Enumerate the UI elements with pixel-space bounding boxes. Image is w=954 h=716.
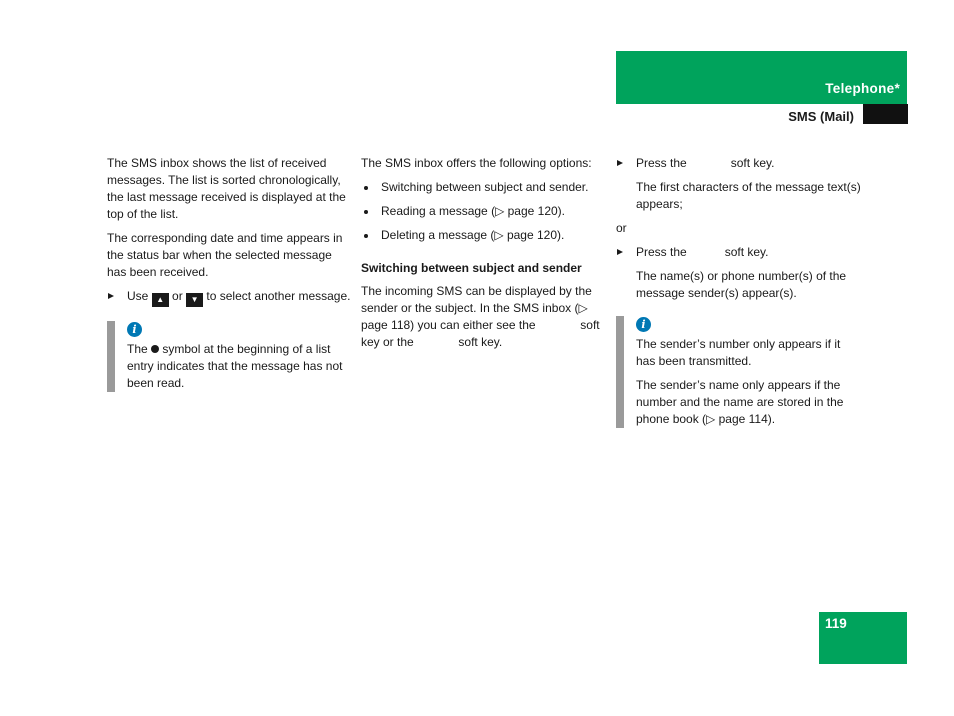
sender-name-note: The sender’s name only appears if the number and the name are stored in the phone book (▷ page 114). bbox=[636, 378, 844, 426]
column-3 bbox=[616, 155, 861, 435]
step-arrow-icon bbox=[617, 160, 623, 166]
inbox-description: The SMS inbox shows the list of received messages. The list is sorted chronologically, the last message received is displayed at the top of the list. bbox=[107, 156, 346, 221]
select-message-step: Use ▲ or ▼ to select another message. bbox=[107, 288, 352, 307]
unread-symbol-icon bbox=[151, 345, 159, 353]
options-intro: The SMS inbox offers the following options: bbox=[361, 156, 592, 170]
step-arrow-icon bbox=[617, 249, 623, 255]
result-text-1: The first characters of the message text(s) appears; bbox=[636, 180, 861, 211]
page-number: 119 bbox=[825, 616, 847, 631]
sender-note bbox=[616, 316, 861, 428]
down-arrow-key-icon: ▼ bbox=[186, 293, 203, 307]
result-text-2: The name(s) or phone number(s) of the message sender(s) appear(s). bbox=[636, 269, 847, 300]
info-icon: i bbox=[636, 317, 651, 332]
press-softkey-step-1: Press the soft key. bbox=[616, 155, 861, 172]
or-text: or bbox=[616, 221, 627, 235]
switching-body: The incoming SMS can be displayed by the sender or the subject. In the SMS inbox (▷ page 118) you can either see the soft key or the soft key. bbox=[361, 284, 600, 349]
note-bar bbox=[616, 316, 624, 428]
column-1 bbox=[107, 155, 352, 392]
status-bar-description: The corresponding date and time appears in the status bar when the selected message has been received. bbox=[107, 231, 343, 279]
option-item: Switching between subject and sender. bbox=[361, 179, 603, 196]
press-softkey-step-2: Press the soft key. bbox=[616, 244, 861, 261]
header-banner bbox=[616, 51, 907, 104]
note-bar bbox=[107, 321, 115, 392]
bullet-icon bbox=[364, 186, 368, 190]
header-tab-marker bbox=[863, 104, 908, 124]
section-title: Telephone* bbox=[825, 81, 900, 96]
bullet-icon bbox=[364, 210, 368, 214]
unread-note-text: The symbol at the beginning of a list entry indicates that the message has not been read. bbox=[127, 342, 343, 390]
bullet-icon bbox=[364, 234, 368, 238]
unread-note bbox=[107, 321, 352, 392]
option-item: Deleting a message (▷ page 120). bbox=[361, 227, 603, 244]
sender-number-note: The sender’s number only appears if it has been transmitted. bbox=[636, 337, 841, 368]
option-item: Reading a message (▷ page 120). bbox=[361, 203, 603, 220]
step-arrow-icon bbox=[108, 293, 114, 299]
subsection-title: SMS (Mail) bbox=[788, 109, 854, 124]
info-icon: i bbox=[127, 322, 142, 337]
column-2 bbox=[361, 155, 603, 358]
switching-heading: Switching between subject and sender bbox=[361, 261, 582, 275]
up-arrow-key-icon: ▲ bbox=[152, 293, 169, 307]
